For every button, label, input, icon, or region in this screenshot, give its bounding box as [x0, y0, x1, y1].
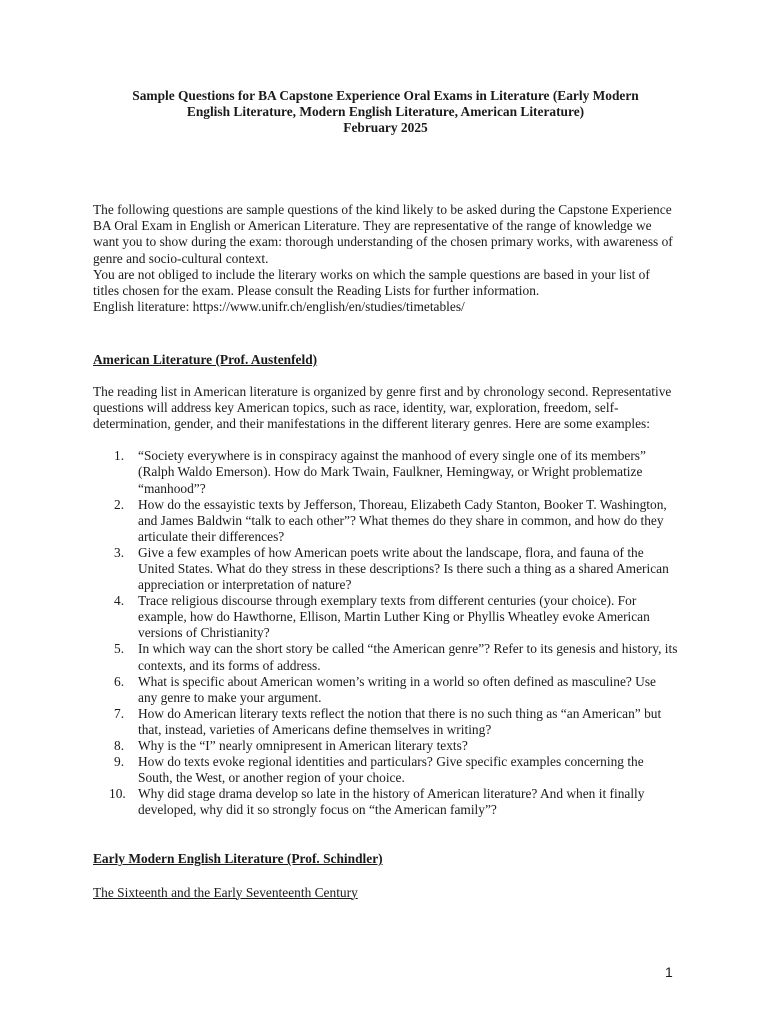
question-text: Trace religious discourse through exemplary texts from different centuries (your choice). For example, how do Hawthorne, Ellison, Martin Luther King or Phyllis Wheatley evoke American versions of Christianity?	[138, 593, 650, 641]
title-date: February 2025	[343, 120, 428, 136]
list-item	[109, 786, 678, 818]
question-text: Why is the “I” nearly omnipresent in American literary texts?	[138, 738, 468, 753]
intro-paragraph-1: The following questions are sample questions of the kind likely to be asked during the Capstone Experience BA Oral Exam in English or American Literature. They are representative of the range of knowledge we want you to show during the exam: thorough understanding of the chosen primary works, with awareness of genre and socio-cultural context.	[93, 202, 673, 266]
list-item	[114, 448, 678, 496]
list-item	[114, 641, 678, 673]
title-line-2: English Literature, Modern English Literature, American Literature)	[186, 104, 585, 120]
title-line-1: Sample Questions for BA Capstone Experience Oral Exams in Literature (Early Modern	[132, 88, 639, 103]
list-number: 8.	[114, 738, 125, 753]
question-text: What is specific about American women’s writing in a world so often defined as masculine? Use any genre to make your argument.	[138, 673, 656, 705]
american-literature-intro: The reading list in American literature is organized by genre first and by chronology second. Representative questions will address key American topics, such as race, identity, war, exploration, freedom, self-determination, gender, and their manifestations in the different literary genres. Here are some examples:	[93, 384, 672, 432]
list-number: 10.	[109, 786, 126, 802]
list-number: 4.	[114, 593, 125, 609]
list-item	[114, 754, 678, 786]
question-text: Why did stage drama develop so late in the history of American literature? And when it finally developed, why did it so strongly focus on “the American family”?	[138, 786, 645, 818]
list-item	[114, 593, 678, 641]
question-text: “Society everywhere is in conspiracy against the manhood of every single one of its members” (Ralph Waldo Emerson). How do Mark Twain, Faulkner, Hemingway, or Wright problematize “manhood”?	[138, 448, 646, 496]
list-item	[114, 738, 678, 754]
list-number: 9.	[114, 754, 125, 770]
early-modern-subheading: The Sixteenth and the Early Seventeenth Century	[93, 884, 358, 900]
intro-section	[93, 202, 678, 315]
question-text: In which way can the short story be called “the American genre”? Refer to its genesis and history, its contexts, and its forms of address.	[138, 641, 678, 673]
list-number: 1.	[114, 448, 125, 464]
list-number: 5.	[114, 641, 125, 657]
question-text: How do the essayistic texts by Jefferson, Thoreau, Elizabeth Cady Stanton, Booker T. Washington, and James Baldwin “talk to each other”? What themes do they share in common, and how do they articulate their differences?	[138, 496, 667, 544]
intro-paragraph-2: You are not obliged to include the literary works on which the sample questions are based in your list of titles chosen for the exam. Please consult the Reading Lists for further information.	[93, 266, 650, 298]
list-item	[114, 544, 678, 593]
question-text: How do American literary texts reflect the notion that there is no such thing as “an American” but that, instead, varieties of Americans define themselves in writing?	[138, 705, 662, 737]
list-item	[114, 673, 678, 706]
intro-paragraph-3: English literature: https://www.unifr.ch/english/en/studies/timetables/	[93, 298, 465, 314]
question-text: Give a few examples of how American poets write about the landscape, flora, and fauna of the United States. What do they stress in these descriptions? Is there such a thing as a shared American appreciation or interpretation of nature?	[138, 544, 669, 593]
american-literature-heading: American Literature (Prof. Austenfeld)	[93, 351, 318, 367]
list-item	[114, 496, 678, 545]
question-text: How do texts evoke regional identities and particulars? Give specific examples concerning the South, the West, or another region of your choice.	[138, 754, 644, 786]
list-item	[114, 705, 678, 738]
list-number: 2.	[114, 496, 125, 512]
list-number: 7.	[114, 705, 125, 721]
early-modern-heading: Early Modern English Literature (Prof. Schindler)	[93, 851, 383, 867]
american-questions-list	[93, 448, 678, 818]
list-number: 6.	[114, 673, 125, 689]
list-number: 3.	[114, 544, 125, 560]
page-number: 1	[665, 964, 673, 980]
page-content	[93, 88, 678, 901]
document-title	[93, 88, 678, 136]
